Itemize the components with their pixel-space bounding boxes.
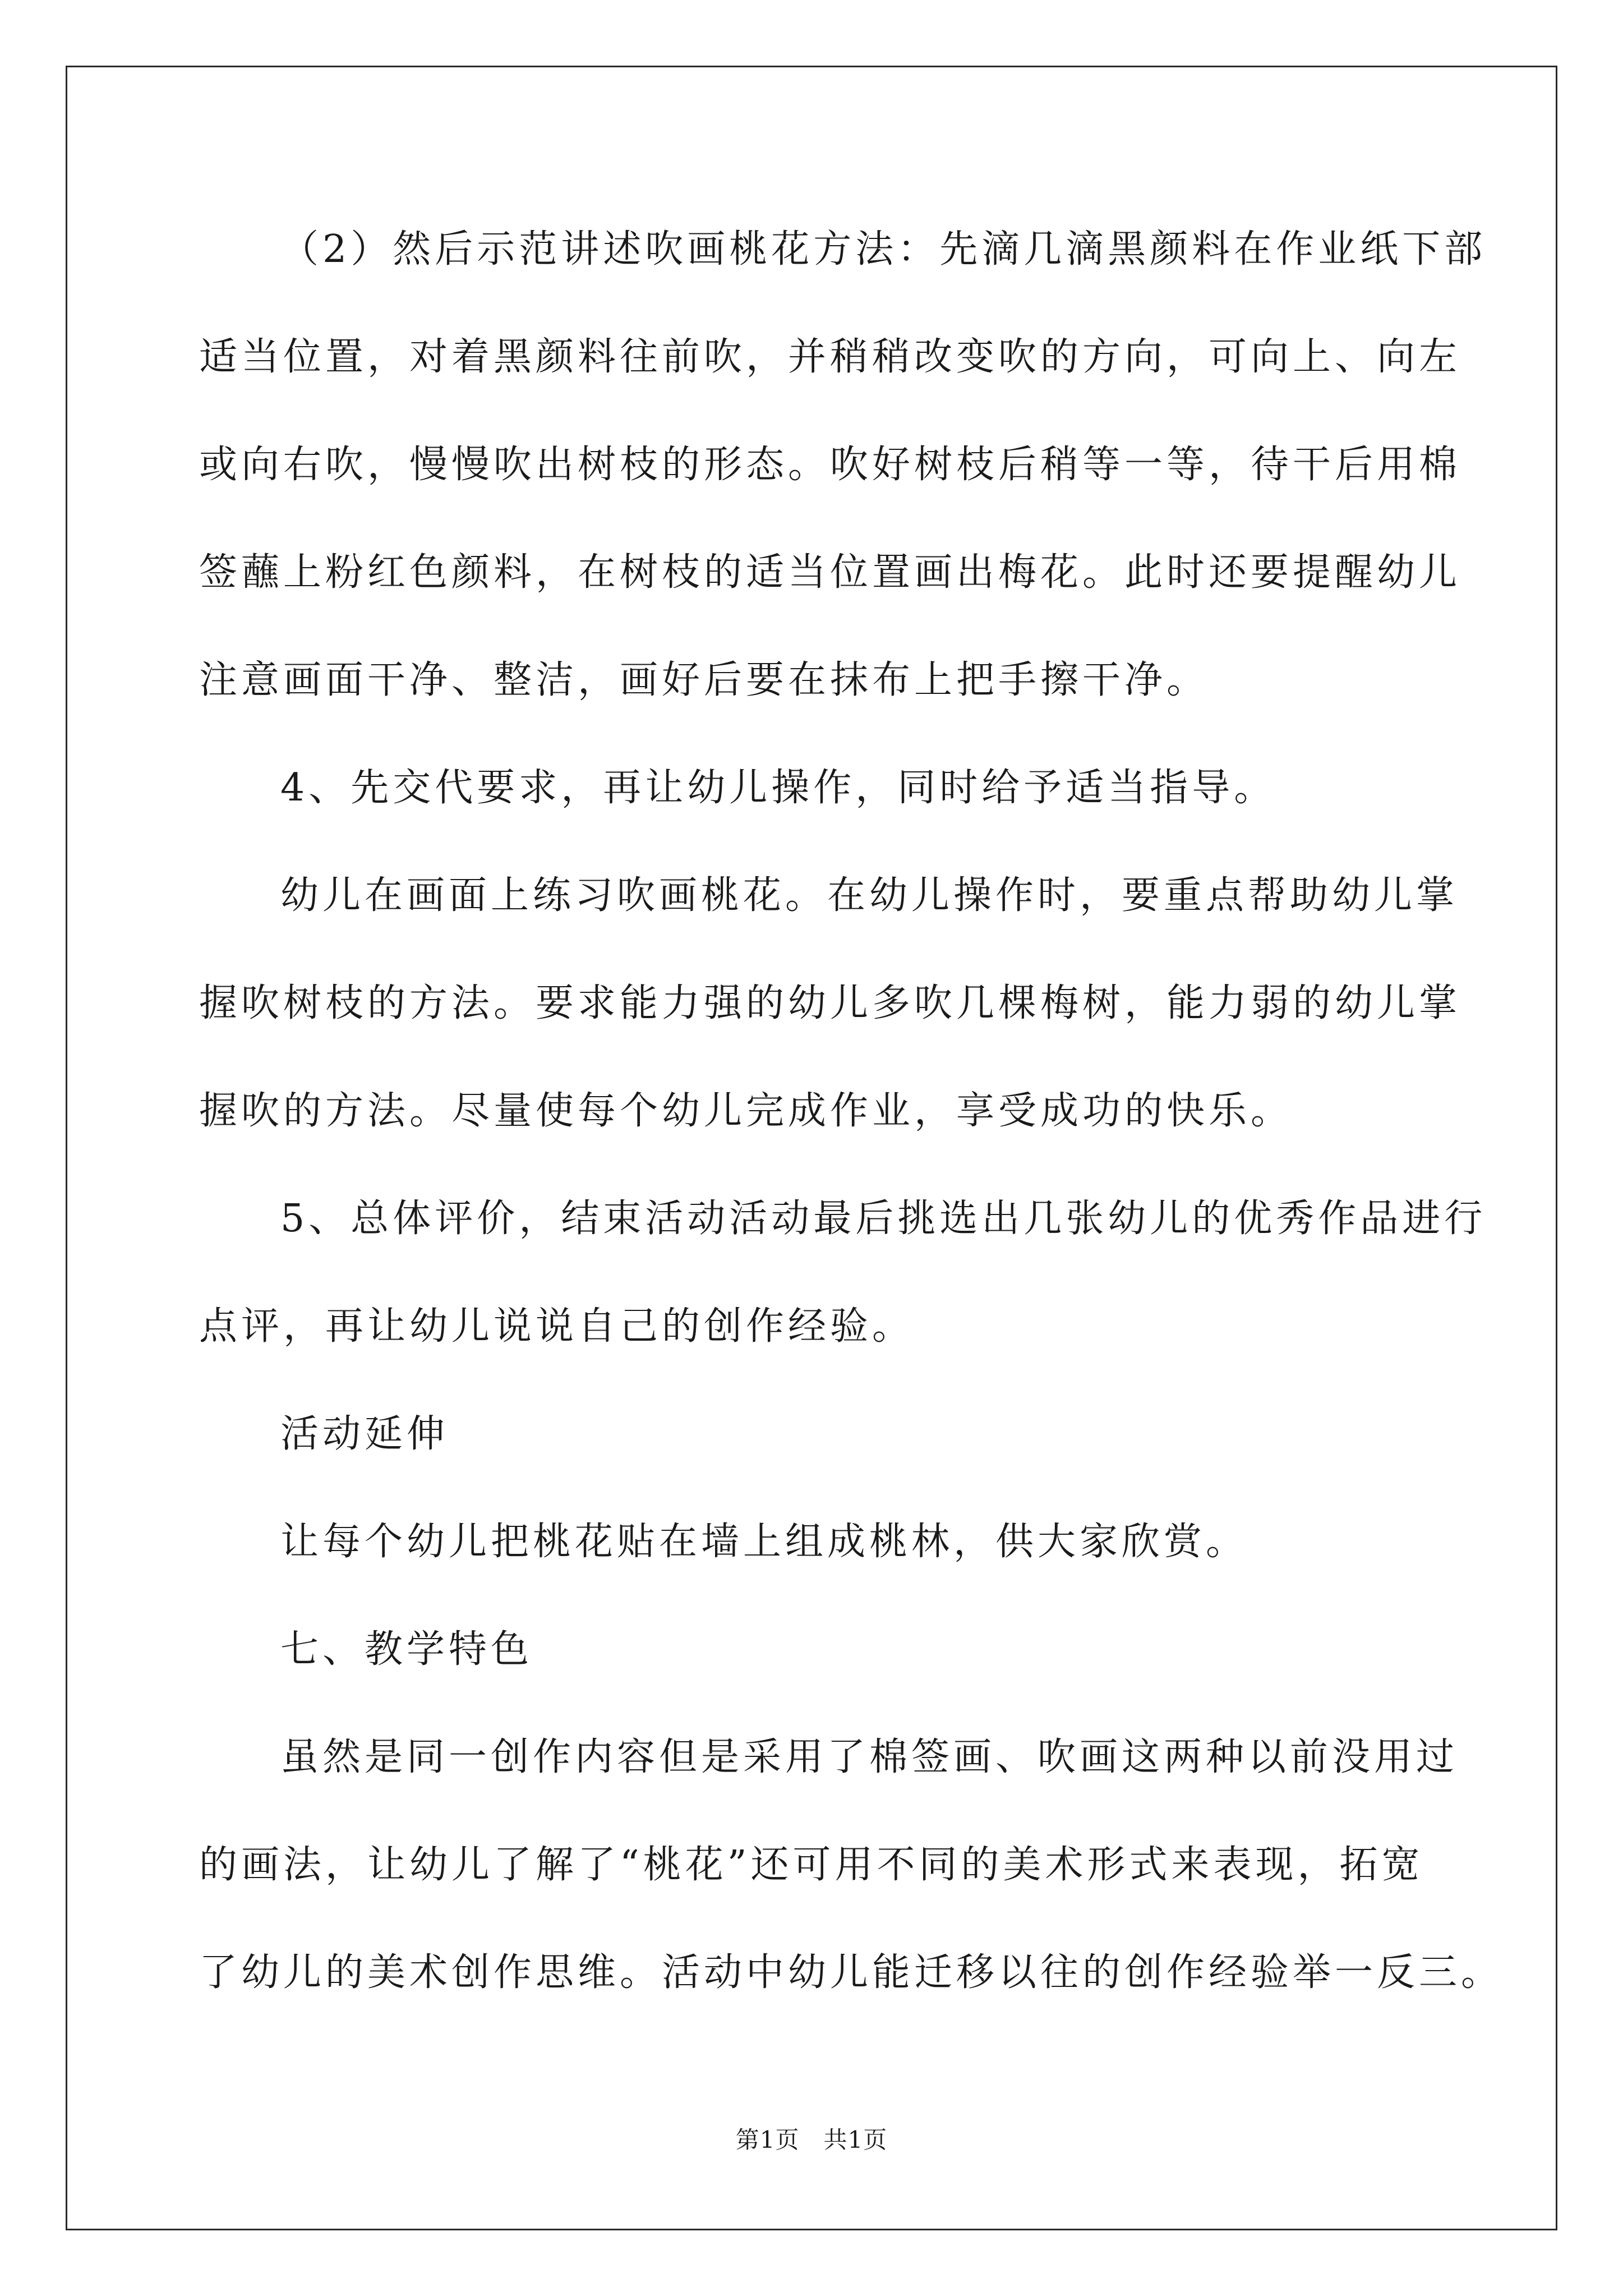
paragraph-line: 虽然是同一创作内容但是采用了棉签画、吹画这两种以前没用过 [280,1735,1459,1779]
paragraph-line: 适当位置，对着黑颜料往前吹，并稍稍改变吹的方向，可向上、向左 [199,335,1461,379]
paragraph-line: 的画法，让幼儿了解了“桃花”还可用不同的美术形式来表现，拓宽 [199,1843,1424,1887]
paragraph-line: 注意画面干净、整洁，画好后要在抹布上把手擦干净。 [199,658,1209,702]
paragraph-line: 点评，再让幼儿说说自己的创作经验。 [199,1304,915,1349]
paragraph-line: 5、总体评价，结束活动活动最后挑选出几张幼儿的优秀作品进行 [280,1197,1487,1241]
section-heading: 活动延伸 [280,1412,449,1456]
paragraph-line: 了幼儿的美术创作思维。活动中幼儿能迁移以往的创作经验举一反三。 [199,1950,1504,1995]
paragraph-line: 4、先交代要求，再让幼儿操作，同时给予适当指导。 [280,766,1276,810]
paragraph-line: 签蘸上粉红色颜料，在树枝的适当位置画出梅花。此时还要提醒幼儿 [199,550,1461,595]
paragraph-line: 幼儿在画面上练习吹画桃花。在幼儿操作时，要重点帮助幼儿掌 [280,873,1459,918]
page-border [66,66,1557,2230]
paragraph-line: （2）然后示范讲述吹画桃花方法：先滴几滴黑颜料在作业纸下部 [280,227,1487,272]
paragraph-line: 让每个幼儿把桃花贴在墙上组成桃林，供大家欣赏。 [280,1520,1248,1564]
page-number-footer: 第1页 共1页 [735,2126,888,2154]
paragraph-line: 握吹的方法。尽量使每个幼儿完成作业，享受成功的快乐。 [199,1089,1293,1133]
paragraph-line: 或向右吹，慢慢吹出树枝的形态。吹好树枝后稍等一等，待干后用棉 [199,443,1461,487]
paragraph-line: 握吹树枝的方法。要求能力强的幼儿多吹几棵梅树，能力弱的幼儿掌 [199,981,1461,1025]
section-heading: 七、教学特色 [280,1627,533,1672]
